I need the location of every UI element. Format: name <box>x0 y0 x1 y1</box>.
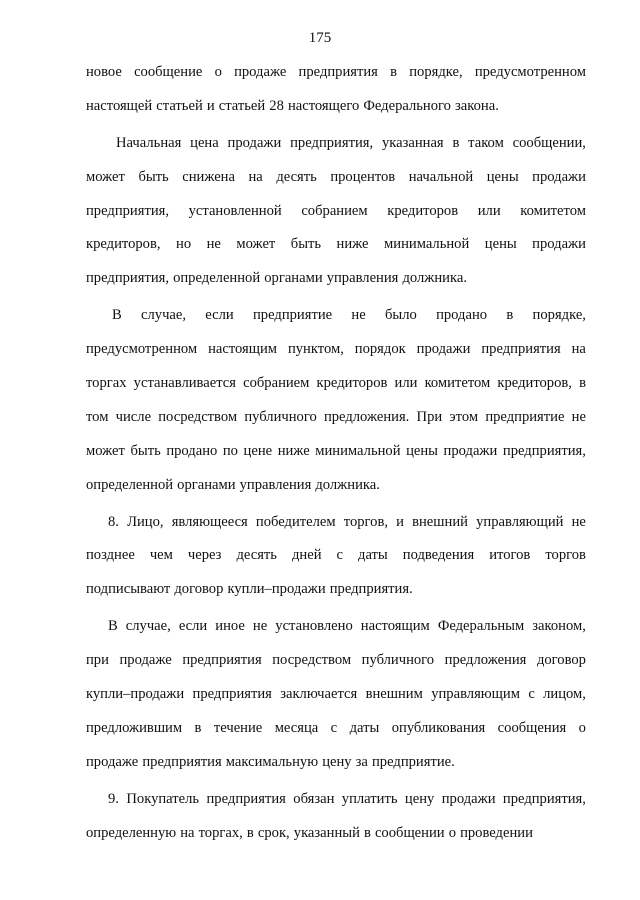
word: ниже <box>277 442 310 459</box>
word: предприятия, <box>502 790 586 807</box>
word: управляющий <box>476 513 564 530</box>
word: с <box>330 719 338 736</box>
word: органами <box>264 270 323 287</box>
word: купли–продажи <box>86 686 185 703</box>
paragraph <box>86 56 586 124</box>
word: продажи <box>532 236 586 253</box>
word: установлено <box>275 618 353 635</box>
word: минимальной <box>315 442 401 459</box>
word: в <box>452 134 460 151</box>
word: публичного <box>244 408 317 425</box>
word: случае, <box>141 307 187 324</box>
word: купли–продажи <box>227 581 326 598</box>
word: победителем <box>255 513 336 530</box>
word: договор <box>174 581 224 598</box>
word: настоящим <box>360 618 430 635</box>
text-line <box>86 817 586 851</box>
word: продано <box>436 307 488 324</box>
word: предприятия <box>481 341 561 358</box>
word: определенной <box>173 270 261 287</box>
word: случае, <box>125 618 171 635</box>
page-number: 175 <box>308 30 332 46</box>
paragraph <box>86 506 586 608</box>
word: уплатить <box>341 790 398 807</box>
word: статьей <box>218 97 266 114</box>
text-line <box>86 262 586 296</box>
word: даты <box>349 719 380 736</box>
word: кредиторов, <box>86 236 161 253</box>
word: собранием <box>243 375 310 392</box>
text-line <box>86 469 586 503</box>
word: настоящей <box>86 97 153 114</box>
word: торгов <box>545 547 586 564</box>
word: указанная <box>381 134 444 151</box>
word: 28 <box>269 97 284 114</box>
word: заключается <box>280 686 358 703</box>
word: торгах <box>86 375 127 392</box>
word: опубликования <box>391 719 486 736</box>
word: должника. <box>315 476 380 493</box>
word: подведения <box>402 547 475 564</box>
word: определенную <box>86 824 177 841</box>
word: Покупатель <box>126 790 200 807</box>
word: том <box>86 408 109 425</box>
word: по <box>222 442 238 459</box>
word: органами <box>177 476 236 493</box>
word: внешний <box>412 513 468 530</box>
text-line <box>86 161 586 195</box>
word: не <box>206 236 221 253</box>
word: закона. <box>455 97 499 114</box>
word: продажи <box>443 442 498 459</box>
word: цены <box>406 442 438 459</box>
word: иное <box>215 618 245 635</box>
text-line <box>86 644 586 678</box>
word: продаже <box>86 753 139 770</box>
word: предприятия, <box>86 270 169 287</box>
word: порядок <box>354 341 406 358</box>
word: месяца <box>274 719 319 736</box>
word: позднее <box>86 547 135 564</box>
text-line <box>86 678 586 712</box>
word: предприятия <box>182 652 262 669</box>
text-line <box>86 610 586 644</box>
word: о <box>578 719 586 736</box>
word: устанавливается <box>133 375 236 392</box>
word: с <box>336 547 344 564</box>
word: законом, <box>532 618 586 635</box>
word: предприятия <box>298 64 378 80</box>
word: быть <box>290 236 322 253</box>
word: статьей <box>156 97 203 114</box>
word: срок, <box>257 824 290 841</box>
word: комитетом <box>520 202 586 219</box>
word: процентов <box>330 168 396 185</box>
word: если <box>178 618 208 635</box>
word: комитетом <box>424 375 491 392</box>
word: этом <box>449 408 479 425</box>
word: продажи <box>441 790 496 807</box>
word: при <box>86 652 109 669</box>
word: не <box>571 513 586 530</box>
word: посредством <box>272 652 352 669</box>
word: определенной <box>86 476 174 493</box>
word: торгах, <box>198 824 243 841</box>
word: Лицо, <box>127 513 164 530</box>
word: было <box>384 307 417 324</box>
word: дней <box>291 547 322 564</box>
word: предприятие <box>485 408 565 425</box>
text-line <box>86 228 586 262</box>
text-line <box>86 435 586 469</box>
word: кредиторов <box>387 202 459 219</box>
word: В <box>108 618 118 635</box>
word: быть <box>138 168 169 185</box>
word: сообщении <box>374 824 445 841</box>
word: предложившим <box>86 719 183 736</box>
word: являющееся <box>171 513 248 530</box>
word: на <box>571 341 586 358</box>
word: В <box>112 307 122 324</box>
word: Федерального <box>363 97 451 114</box>
word: договор <box>536 652 586 669</box>
text-line <box>86 746 586 780</box>
word: в <box>579 375 586 392</box>
text-line <box>86 367 586 401</box>
word: собранием <box>301 202 368 219</box>
word: и <box>396 513 404 530</box>
word: за <box>355 753 368 770</box>
word: в <box>506 307 514 324</box>
word: посредством <box>158 408 238 425</box>
word: порядке, <box>532 307 586 324</box>
text-line <box>86 539 586 573</box>
word: торгов, <box>343 513 389 530</box>
word: предприятия, <box>502 442 586 459</box>
word: минимальной <box>384 236 470 253</box>
word: Федеральным <box>437 618 525 635</box>
word: предприятия, <box>86 202 169 219</box>
word: При <box>416 408 443 425</box>
word: предложения <box>444 652 527 669</box>
word: указанный <box>293 824 360 841</box>
word: числе <box>115 408 152 425</box>
word: предприятия, <box>290 134 374 151</box>
word: предприятия <box>192 686 272 703</box>
word: предусмотренном <box>474 64 586 80</box>
word: начальной <box>408 168 474 185</box>
word: сообщение <box>134 64 203 80</box>
word: течение <box>213 719 263 736</box>
text-line <box>86 195 586 229</box>
word: продажи <box>416 341 471 358</box>
word: управляющим <box>431 686 520 703</box>
word: продано <box>166 442 218 459</box>
text-line <box>86 783 586 817</box>
word: итогов <box>489 547 531 564</box>
word: предприятие. <box>372 753 455 770</box>
word: обязан <box>293 790 335 807</box>
text-line <box>86 712 586 746</box>
word: 9. <box>108 790 119 807</box>
text-line <box>86 56 586 90</box>
word: не <box>351 307 366 324</box>
word: о <box>214 64 222 80</box>
word: максимальную <box>225 753 319 770</box>
word: проведении <box>460 824 533 841</box>
word: кредиторов, <box>497 375 572 392</box>
word: или <box>477 202 501 219</box>
word: предприятие <box>253 307 333 324</box>
word: ниже <box>336 236 369 253</box>
word: цены <box>484 236 517 253</box>
word: или <box>394 375 418 392</box>
word: продажи <box>532 168 586 185</box>
word: на <box>248 168 263 185</box>
text-line <box>86 299 586 333</box>
paragraph <box>86 783 586 851</box>
text-line <box>86 127 586 161</box>
paragraph <box>86 610 586 779</box>
word: кредиторов <box>316 375 388 392</box>
word: быть <box>130 442 161 459</box>
word: цену <box>404 790 435 807</box>
word: публичного <box>361 652 435 669</box>
word: цене <box>243 442 273 459</box>
word: продаже <box>234 64 287 80</box>
word: подписывают <box>86 581 171 598</box>
word: в <box>194 719 202 736</box>
word: сообщения <box>497 719 567 736</box>
text-line <box>86 401 586 435</box>
word: внешним <box>365 686 423 703</box>
word: 8. <box>108 513 119 530</box>
word: чем <box>149 547 173 564</box>
word: новое <box>86 64 122 80</box>
document-body <box>86 56 586 850</box>
text-line <box>86 333 586 367</box>
word: лицом, <box>543 686 586 703</box>
word: может <box>86 168 125 185</box>
word: через <box>187 547 222 564</box>
text-line <box>86 90 586 124</box>
word: не <box>571 408 586 425</box>
word: сообщении, <box>512 134 586 151</box>
word: в <box>246 824 254 841</box>
word: предприятия <box>206 790 286 807</box>
word: установленной <box>188 202 282 219</box>
word: предприятия <box>142 753 222 770</box>
word: таком <box>468 134 504 151</box>
word: десять <box>236 547 277 564</box>
word: если <box>205 307 234 324</box>
word: на <box>180 824 195 841</box>
word: продаже <box>119 652 172 669</box>
word: предприятия. <box>329 581 413 598</box>
word: порядке, <box>409 64 463 80</box>
word: десять <box>276 168 317 185</box>
paragraph <box>86 127 586 296</box>
word: может <box>86 442 125 459</box>
word: предложения. <box>323 408 410 425</box>
word: может <box>236 236 276 253</box>
paragraph <box>86 299 586 502</box>
word: снижена <box>182 168 235 185</box>
word: управления <box>326 270 399 287</box>
word: не <box>252 618 268 635</box>
word: цена <box>190 134 219 151</box>
word: с <box>528 686 535 703</box>
word: Начальная <box>116 134 182 151</box>
word: настоящего <box>287 97 360 114</box>
word: цены <box>486 168 519 185</box>
word: в <box>363 824 371 841</box>
word: в <box>390 64 398 80</box>
text-line <box>86 506 586 540</box>
text-line <box>86 573 586 607</box>
word: о <box>448 824 456 841</box>
word: пунктом, <box>287 341 344 358</box>
word: продажи <box>227 134 282 151</box>
word: должника. <box>402 270 467 287</box>
word: предусмотренном <box>86 341 198 358</box>
word: даты <box>358 547 388 564</box>
word: и <box>206 97 215 114</box>
word: цену <box>322 753 352 770</box>
word: но <box>176 236 192 253</box>
word: настоящим <box>208 341 278 358</box>
word: управления <box>239 476 312 493</box>
